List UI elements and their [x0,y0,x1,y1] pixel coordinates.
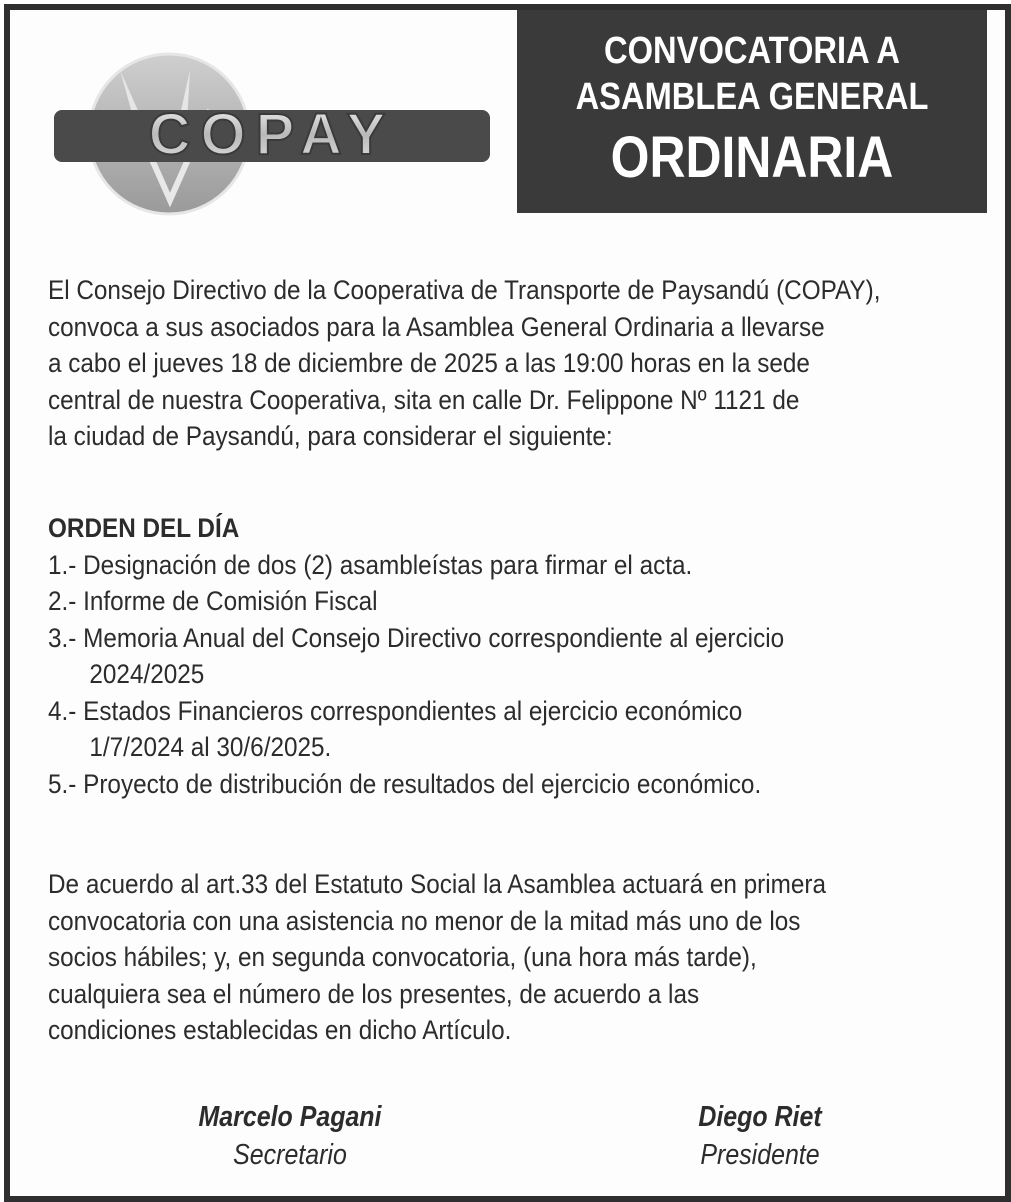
agenda-item-number: 1.- [48,549,77,580]
agenda-item-number: 2.- [48,586,77,616]
agenda-heading: ORDEN DEL DÍA [48,513,240,543]
signature-president [640,1098,880,1174]
agenda-item-text: Designación de dos (2) asambleístas para firmar el acta. [83,549,693,580]
title-line-1: CONVOCATORIA A [604,30,900,72]
agenda-item-text: Informe de Comisión Fiscal [83,586,378,616]
closing-paragraph: De acuerdo al art.33 del Estatuto Social la Asamblea actuará en primera convocatoria con una asistencia no menor de la mitad más uno de los socios hábiles; y, en segunda convocatoria, (una hora más tarde), cualquiera sea el número de los presentes, de acuerdo a las condiciones establecidas en dicho Artículo. [48,869,827,1045]
agenda-item-continuation: 1/7/2024 al 30/6/2025. [89,732,332,762]
title-line-3: ORDINARIA [610,125,894,190]
agenda-item-text: Memoria Anual del Consejo Directivo correspondiente al ejercicio [83,622,785,653]
logo-text: COPAY [148,102,396,167]
agenda-item-number: 5.- [48,768,77,799]
agenda-item-number: 3.- [48,622,77,653]
signature-role: Presidente [700,1139,820,1171]
announcement-frame [4,4,1011,1202]
agenda-item [48,766,903,803]
intro-paragraph: El Consejo Directivo de la Cooperativa de Transporte de Paysandú (COPAY), convoca a sus asociados para la Asamblea General Ordinaria a llevarse a cabo el jueves 18 de diciembre de 2025 a las 19:00 horas en la sede central de nuestra Cooperativa, sita en calle Dr. Felippone Nº 1121 de la ciudad de Paysandú, para considerar el siguiente: [48,275,881,451]
agenda-item-number: 4.- [48,695,77,726]
title-line-2: ASAMBLEA GENERAL [575,76,929,118]
agenda-item [48,620,903,693]
agenda-item-text: Proyecto de distribución de resultados del ejercicio económico. [83,768,762,799]
agenda-item [48,693,903,766]
signature-secretary [170,1098,410,1174]
agenda-item-continuation: 2024/2025 [89,659,205,689]
agenda-item [48,547,903,584]
signature-role: Secretario [233,1139,347,1171]
signature-name: Diego Riet [698,1101,822,1133]
agenda-item [48,583,903,620]
signature-name: Marcelo Pagani [198,1101,382,1133]
title-box [517,10,987,213]
agenda-item-text: Estados Financieros correspondientes al ejercicio económico [83,695,743,726]
copay-logo [50,50,500,220]
agenda [48,510,903,802]
